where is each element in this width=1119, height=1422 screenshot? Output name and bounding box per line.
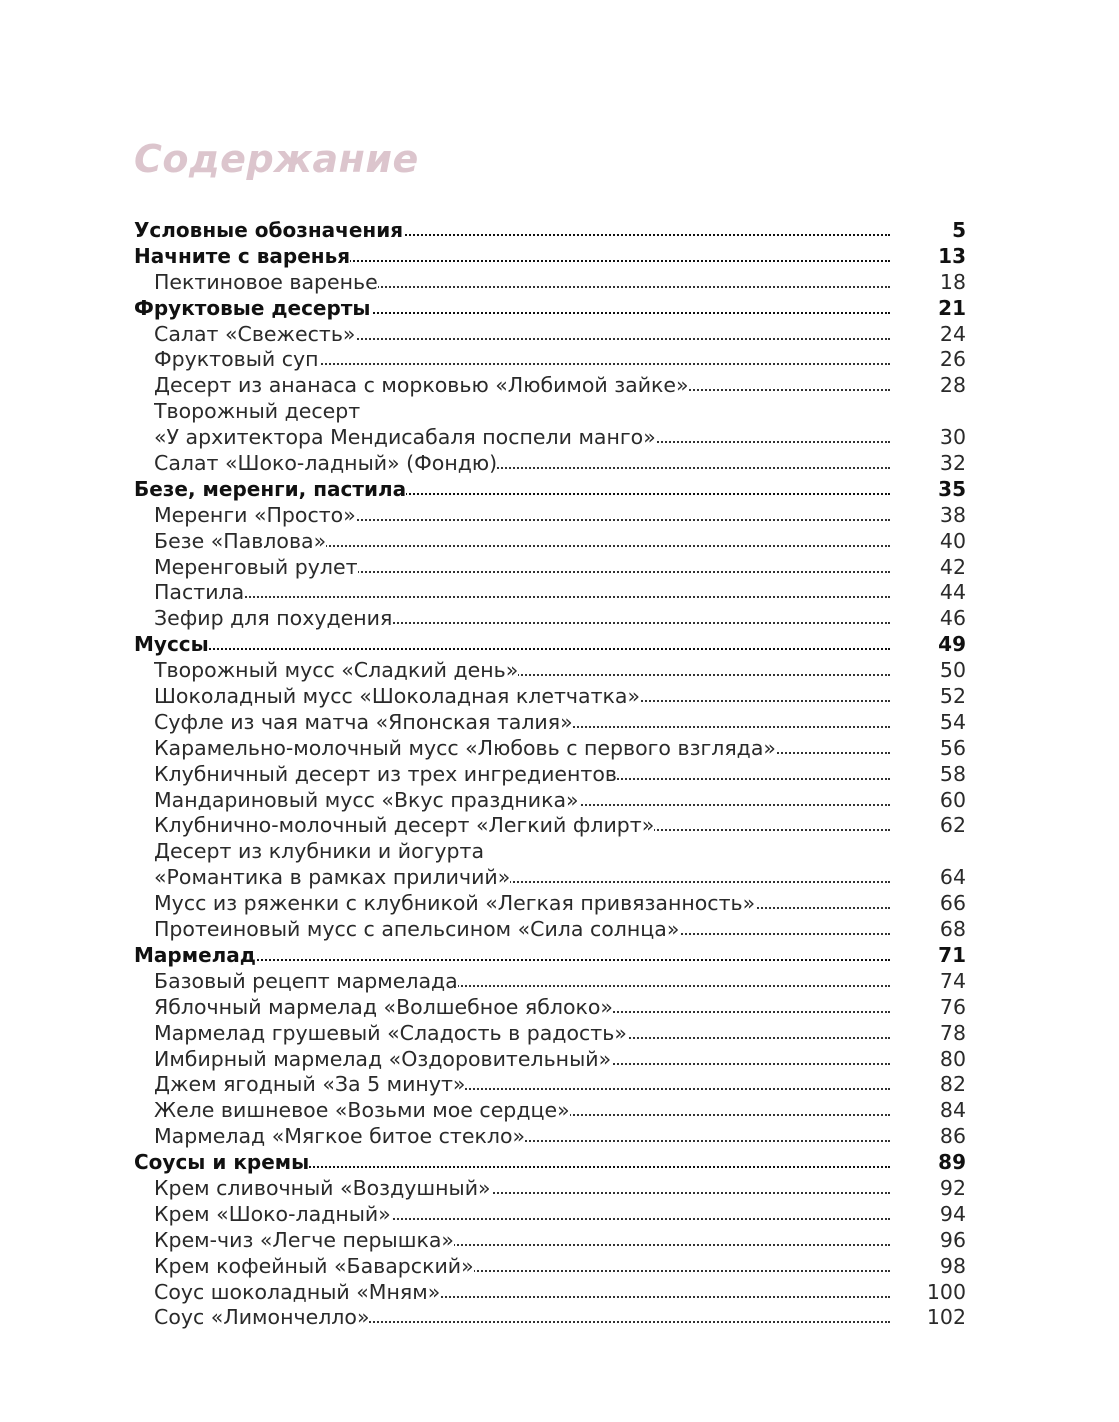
toc-page-number: 52 [939, 684, 966, 709]
toc-page-number: 80 [939, 1046, 966, 1071]
toc-page-number: 68 [939, 917, 966, 942]
toc-page-number: 84 [939, 1098, 966, 1123]
toc-page-number: 94 [939, 1201, 966, 1226]
toc-section-row [134, 294, 966, 320]
toc-entry-title: «Романтика в рамках приличий» [154, 865, 511, 890]
toc-section-row [134, 475, 966, 501]
toc-section-title: Фруктовые десерты [134, 295, 371, 320]
toc-entry-leader [154, 270, 890, 294]
toc-page-number: 42 [939, 554, 966, 579]
toc-entry-leader [154, 969, 890, 993]
toc-section-row [134, 1148, 966, 1174]
toc-entry-title: Желе вишневое «Возьми мое сердце» [154, 1098, 570, 1123]
toc-section-row [134, 216, 966, 242]
toc-page-number: 86 [939, 1124, 966, 1149]
toc-entry-row [134, 1226, 966, 1252]
toc-entry-row [134, 993, 966, 1019]
toc-entry-row [134, 811, 966, 837]
toc-page-number: 50 [939, 658, 966, 683]
toc-page-number: 96 [939, 1227, 966, 1252]
toc-entry-row [134, 1174, 966, 1200]
toc-page-number: 40 [939, 528, 966, 553]
toc-entry-leader [154, 606, 890, 630]
toc-page-number: 78 [939, 1020, 966, 1045]
toc-section-title: Начните с варенья [134, 243, 351, 268]
toc-entry-title: Пастила [154, 580, 245, 605]
toc-entry-leader [154, 1202, 890, 1226]
toc-entry-leader [154, 1047, 890, 1071]
toc-entry-leader [154, 891, 890, 915]
toc-entry-title: Десерт из клубники и йогурта [154, 839, 485, 864]
toc-entry-row [134, 734, 966, 760]
toc-entry-leader [154, 322, 890, 346]
toc-entry-leader [154, 1021, 890, 1045]
toc-entry-row [134, 1070, 966, 1096]
toc-page-number: 24 [939, 321, 966, 346]
toc-entry-leader [154, 1176, 890, 1200]
toc-entry-leader [154, 399, 890, 423]
toc-entry-row [134, 397, 966, 423]
toc-page-number: 35 [938, 476, 966, 501]
toc-page-number: 46 [939, 606, 966, 631]
toc-page-number: 62 [939, 813, 966, 838]
toc-page-number: 56 [939, 735, 966, 760]
toc-entry-row [134, 320, 966, 346]
toc-page-number: 100 [926, 1279, 966, 1304]
toc-entry-title: Творожный мусс «Сладкий день» [154, 658, 519, 683]
toc-entry-title: Крем-чиз «Легче перышка» [154, 1227, 454, 1252]
toc-entry-row [134, 708, 966, 734]
toc-entry-leader [154, 1228, 890, 1252]
toc-entry-row [134, 449, 966, 475]
toc-entry-row [134, 553, 966, 579]
toc-entry-title: Соус шоколадный «Мням» [154, 1279, 441, 1304]
toc-page-number: 54 [939, 709, 966, 734]
page-title: Содержание [134, 137, 419, 181]
table-of-contents [134, 216, 966, 1329]
toc-entry-leader [154, 788, 890, 812]
toc-entry-title: Мандариновый мусс «Вкус праздника» [154, 787, 579, 812]
toc-section-title: Безе, меренги, пастила [134, 476, 407, 501]
toc-entry-title: Суфле из чая матча «Японская талия» [154, 709, 573, 734]
toc-section-row [134, 242, 966, 268]
toc-entry-row [134, 1303, 966, 1329]
toc-entry-row [134, 1252, 966, 1278]
toc-entry-leader [154, 1124, 890, 1148]
toc-entry-title: «У архитектора Мендисабаля поспели манго» [154, 425, 656, 450]
toc-entry-title: Мусс из ряженки с клубникой «Легкая привязанность» [154, 891, 756, 916]
toc-entry-leader [154, 1280, 890, 1304]
toc-entry-leader [134, 1150, 890, 1174]
toc-entry-row [134, 967, 966, 993]
toc-page-number: 82 [939, 1072, 966, 1097]
toc-entry-leader [154, 1072, 890, 1096]
toc-entry-title: Джем ягодный «За 5 минут» [154, 1072, 466, 1097]
toc-entry-title: Пектиновое варенье [154, 269, 378, 294]
toc-entry-leader [154, 1305, 890, 1329]
toc-entry-row [134, 1278, 966, 1304]
toc-entry-row [134, 578, 966, 604]
toc-page-number: 76 [939, 994, 966, 1019]
toc-entry-leader [154, 580, 890, 604]
toc-entry-leader [154, 425, 890, 449]
toc-entry-row [134, 915, 966, 941]
toc-entry-title: Карамельно-молочный мусс «Любовь с первого взгляда» [154, 735, 776, 760]
toc-page-number: 44 [939, 580, 966, 605]
toc-entry-leader [134, 477, 890, 501]
toc-entry-title: Меренговый рулет [154, 554, 358, 579]
toc-entry-title: Мармелад «Мягкое битое стекло» [154, 1124, 526, 1149]
toc-entry-row [134, 345, 966, 371]
toc-entry-leader [154, 813, 890, 837]
toc-page-number: 28 [939, 373, 966, 398]
toc-entry-row [134, 682, 966, 708]
toc-page-number: 32 [939, 451, 966, 476]
toc-entry-leader [154, 684, 890, 708]
toc-entry-row [134, 1019, 966, 1045]
toc-page-number: 21 [938, 295, 966, 320]
toc-entry-row [134, 786, 966, 812]
toc-entry-leader [154, 451, 890, 475]
toc-entry-title: Зефир для похудения [154, 606, 393, 631]
toc-entry-leader [154, 373, 890, 397]
toc-entry-title: Соус «Лимончелло» [154, 1305, 370, 1330]
toc-page-number: 58 [939, 761, 966, 786]
toc-section-row [134, 941, 966, 967]
toc-entry-row [134, 1096, 966, 1122]
toc-page-number: 38 [939, 502, 966, 527]
toc-entry-row [134, 1045, 966, 1071]
toc-page-number: 98 [939, 1253, 966, 1278]
toc-entry-leader [154, 995, 890, 1019]
toc-entry-leader [134, 296, 890, 320]
toc-page-number: 18 [939, 269, 966, 294]
toc-entry-leader [154, 917, 890, 941]
toc-entry-leader [154, 529, 890, 553]
toc-page-number: 89 [938, 1150, 966, 1175]
toc-entry-row [134, 423, 966, 449]
toc-entry-leader [134, 943, 890, 967]
toc-page-number: 26 [939, 347, 966, 372]
toc-entry-leader [134, 218, 890, 242]
toc-entry-title: Безе «Павлова» [154, 528, 327, 553]
toc-section-title: Соусы и кремы [134, 1150, 310, 1175]
toc-entry-leader [154, 1098, 890, 1122]
toc-entry-title: Крем сливочный «Воздушный» [154, 1175, 491, 1200]
toc-section-title: Муссы [134, 632, 209, 657]
toc-entry-leader [154, 736, 890, 760]
toc-entry-title: Базовый рецепт мармелада [154, 968, 458, 993]
toc-entry-row [134, 863, 966, 889]
toc-entry-row [134, 527, 966, 553]
toc-entry-row [134, 656, 966, 682]
toc-section-title: Мармелад [134, 942, 256, 967]
toc-page-number: 64 [939, 865, 966, 890]
toc-entry-leader [154, 658, 890, 682]
toc-page-number: 74 [939, 968, 966, 993]
toc-section-title: Условные обозначения [134, 218, 404, 242]
toc-entry-leader [154, 839, 890, 863]
toc-entry-row [134, 889, 966, 915]
toc-page-number: 30 [939, 425, 966, 450]
toc-entry-title: Шоколадный мусс «Шоколадная клетчатка» [154, 684, 641, 709]
toc-entry-title: Яблочный мармелад «Волшебное яблоко» [154, 994, 613, 1019]
toc-entry-title: Имбирный мармелад «Оздоровительный» [154, 1046, 612, 1071]
toc-entry-title: Крем «Шоко-ладный» [154, 1201, 391, 1226]
toc-entry-title: Десерт из ананаса с морковью «Любимой зайке» [154, 373, 689, 398]
dot-leader [154, 596, 890, 598]
toc-entry-leader [154, 762, 890, 786]
toc-entry-row [134, 760, 966, 786]
toc-entry-title: Салат «Шоко-ладный» (Фондю) [154, 451, 498, 476]
toc-entry-row [134, 371, 966, 397]
toc-entry-row [134, 501, 966, 527]
toc-entry-title: Клубничный десерт из трех ингредиентов [154, 761, 617, 786]
toc-entry-title: Меренги «Просто» [154, 502, 356, 527]
toc-entry-title: Протеиновый мусс с апельсином «Сила солнца» [154, 917, 680, 942]
toc-entry-row [134, 1200, 966, 1226]
toc-entry-leader [134, 244, 890, 268]
toc-entry-leader [154, 1254, 890, 1278]
toc-entry-title: Фруктовый суп [154, 347, 319, 372]
toc-entry-leader [154, 555, 890, 579]
toc-entry-leader [154, 710, 890, 734]
toc-entry-title: Творожный десерт [154, 399, 361, 424]
toc-page-number: 92 [939, 1175, 966, 1200]
toc-entry-row [134, 268, 966, 294]
toc-page-number: 13 [938, 243, 966, 268]
toc-entry-leader [134, 632, 890, 656]
toc-entry-row [134, 604, 966, 630]
toc-entry-title: Клубнично-молочный десерт «Легкий флирт» [154, 813, 655, 838]
toc-page-number: 5 [952, 218, 966, 242]
toc-entry-leader [154, 347, 890, 371]
dot-leader [134, 648, 890, 650]
toc-page-number: 60 [939, 787, 966, 812]
toc-entry-leader [154, 865, 890, 889]
toc-entry-title: Мармелад грушевый «Сладость в радость» [154, 1020, 627, 1045]
toc-section-row [134, 630, 966, 656]
toc-page-number: 49 [938, 632, 966, 657]
toc-entry-row [134, 1122, 966, 1148]
toc-entry-leader [154, 503, 890, 527]
toc-entry-title: Крем кофейный «Баварский» [154, 1253, 474, 1278]
toc-page-number: 71 [938, 942, 966, 967]
toc-page-number: 102 [926, 1305, 966, 1330]
toc-entry-title: Салат «Свежесть» [154, 321, 356, 346]
toc-entry-row [134, 837, 966, 863]
toc-page-number: 66 [939, 891, 966, 916]
